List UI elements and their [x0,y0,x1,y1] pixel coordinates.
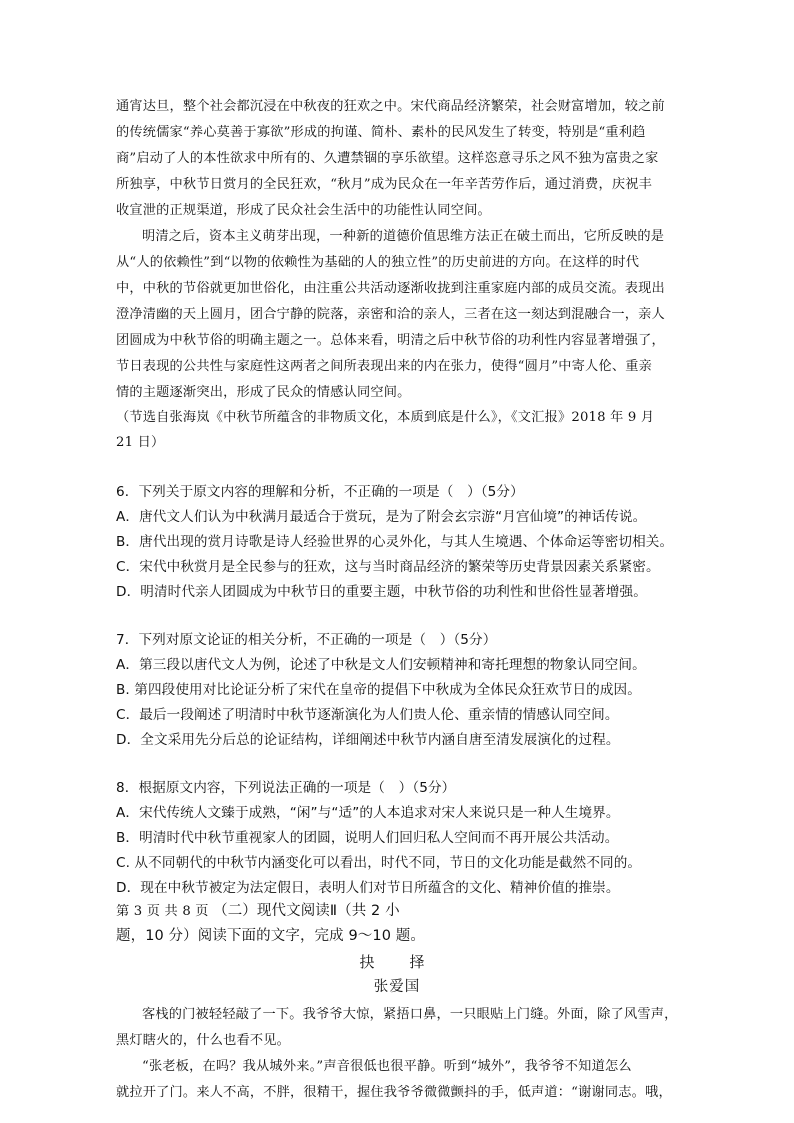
passage-b-line: 从“人的依赖性”到“以物的依赖性为基础的人的独立性”的历史前进的方向。在这样的时代 [116,255,640,270]
question-option: D．明清时代亲人团圆成为中秋节日的重要主题，中秋节俗的功利性和世俗性显著增强。 [116,584,647,600]
passage-b-line: 明清之后，资本主义萌芽出现，一种新的道德价值思维方法正在破土而出，它所反映的是 [142,229,665,244]
story-title: 抉 择 [359,953,435,971]
source-citation: （节选自张海岚《中秋节所蕴含的非物质文化，本质到底是什么》，《文汇报》2018 年 9 月 [116,410,655,425]
story-line: 黑灯瞎火的，什么也看不见。 [116,1033,291,1048]
section-heading-line [116,899,684,924]
page-footer: 第 3 页 共 8 页 [116,904,209,919]
section-heading: （二）现代文阅读Ⅱ（共 2 小 [213,903,400,919]
question-option: C．最后一段阐述了明清时中秋节逐渐演化为人们贵人伦、重亲情的情感认同空间。 [116,707,619,723]
question-option: B. 第四段使用对比论证分析了宋代在皇帝的提倡下中秋成为全体民众狂欢节日的成因。 [116,682,641,698]
passage-b-line: 节日表现的公共性与家庭性这两者之间所表现出来的内在张力，使得“圆月”中寄人伦、重亲 [116,359,652,374]
passage-b-line: 澄净清幽的天上圆月，团合宁静的院落，亲密和洽的亲人，三者在这一刻达到混融合一，亲人 [116,307,665,322]
passage-a-line: 所独享，中秋节日赏月的全民狂欢，“秋月”成为民众在一年辛苦劳作后，通过消费，庆祝丰 [116,177,652,192]
story-line: 客栈的门被轻轻敲了一下。我爷爷大惊，紧捂口鼻，一只眼贴上门缝。外面，除了风雪声， [142,1007,678,1022]
passage-b-line: 情的主题逐渐突出，形成了民众的情感认同空间。 [116,385,411,400]
passage-a-line: 商”启动了人的本性欲求中所有的、久遭禁锢的享乐欲望。这样恣意寻乐之风不独为富贵之家 [116,151,659,166]
question-option: D．现在中秋节被定为法定假日，表明人们对节日所蕴含的文化、精神价值的推崇。 [116,880,620,896]
question-option: B．明清时代中秋节重视家人的团圆，说明人们回归私人空间而不再开展公共活动。 [116,830,619,846]
source-citation: 21 日） [116,435,165,450]
question-option: B．唐代出现的赏月诗歌是诗人经验世界的心灵外化，与其人生境遇、个体命运等密切相关。 [116,534,674,550]
question-stem: 8．根据原文内容，下列说法正确的一项是（ ）（5分） [116,780,456,796]
passage-a-line: 通宵达旦，整个社会都沉浸在中秋夜的狂欢之中。宋代商品经济繁荣，社会财富增加，较之前 [116,99,665,114]
passage-a-line: 收宣泄的正规渠道，形成了民众社会生活中的功能性认同空间。 [116,203,491,218]
story-author: 张爱国 [373,979,421,995]
story-line: “张老板，在吗？我从城外来。”声音很低也很平静。听到“城外”，我爷爷不知道怎么 [142,1059,632,1074]
passage-a-line: 的传统儒家“养心莫善于寡欲”形成的拘谨、简朴、素朴的民风发生了转变，特别是“重利趋 [116,125,646,140]
story-line: 就拉开了门。来人不高，不胖，很精干，握住我爷爷微微颤抖的手，低声道：“谢谢同志。哦， [116,1085,672,1100]
question-option: A．唐代文人们认为中秋满月最适合于赏玩，是为了附会玄宗游“月宫仙境”的神话传说。 [116,509,647,525]
passage-b-line: 团圆成为中秋节俗的明确主题之一。总体来看，明清之后中秋节俗的功利性内容显著增强了， [116,333,665,348]
question-option: C. 从不同朝代的中秋节内涵变化可以看出，时代不同，节日的文化功能是截然不同的。 [116,855,642,871]
question-stem: 6．下列关于原文内容的理解和分析，不正确的一项是（ ）（5分） [116,484,524,500]
question-option: D．全文采用先分后总的论证结构，详细阐述中秋节内涵自唐至清发展演化的过程。 [116,732,620,748]
question-stem: 7．下列对原文论证的相关分析，不正确的一项是（ ）（5分） [116,632,497,648]
passage-b-line: 中，中秋的节俗就更加世俗化，由注重公共活动逐渐收拢到注重家庭内部的成员交流。表现出 [116,281,665,296]
question-option: A．宋代传统人文臻于成熟，“闲”与“适”的人本追求对宋人来说只是一种人生境界。 [116,805,620,821]
section-heading: 题，10 分）阅读下面的文字，完成 9～10 题。 [116,928,425,944]
question-option: C．宋代中秋赏月是全民参与的狂欢，这与当时商品经济的繁荣等历史背景因素关系紧密。 [116,559,660,575]
question-option: A．第三段以唐代文人为例，论述了中秋是文人们安顿精神和寄托理想的物象认同空间。 [116,657,646,673]
